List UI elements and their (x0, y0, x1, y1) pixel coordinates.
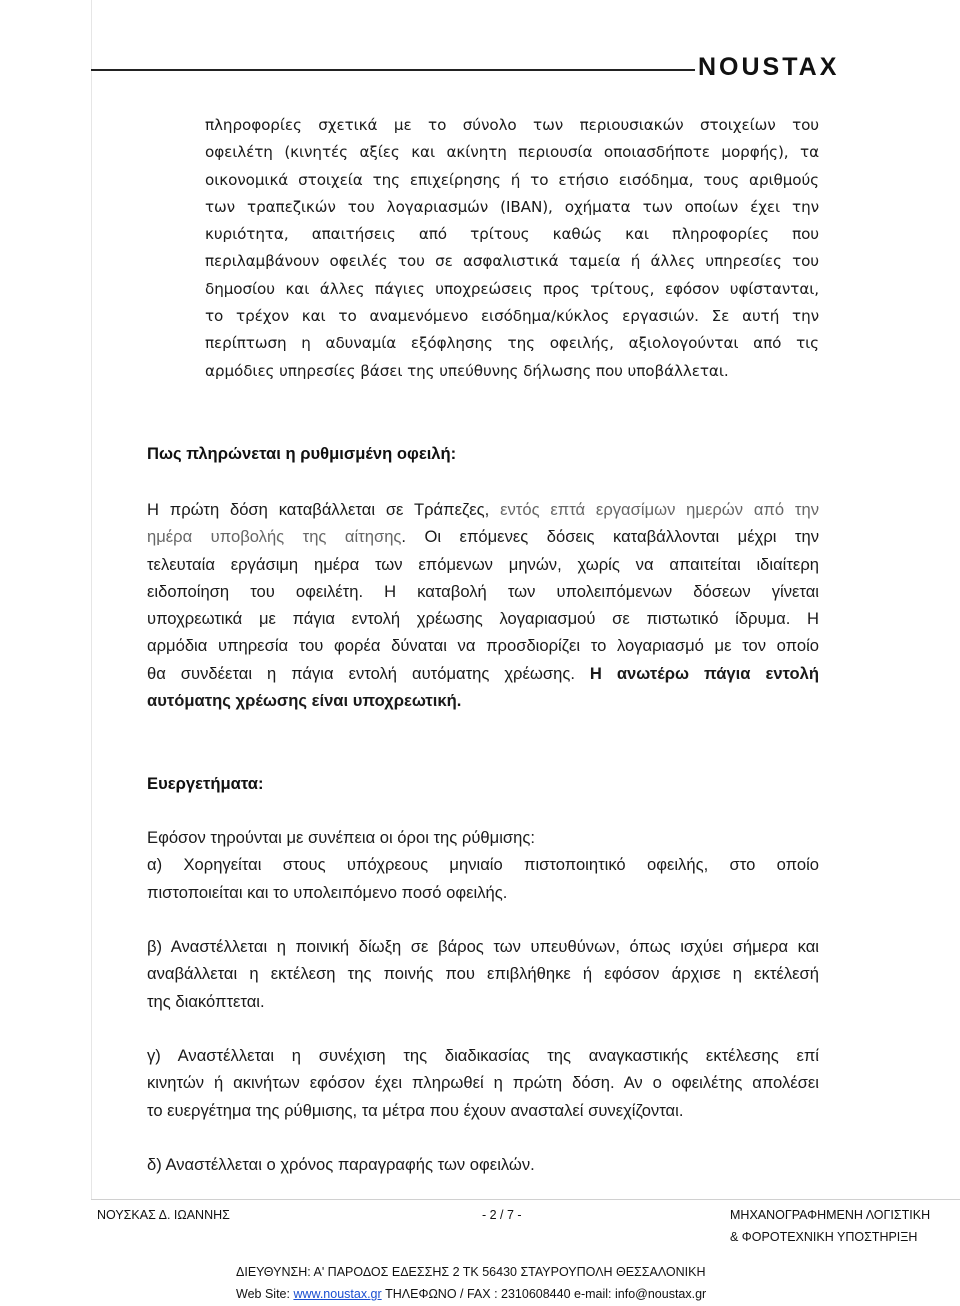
text-line: περίπτωση η αδυναμία εξόφλησης της οφειλής, αξιολογούνται από τις (205, 334, 819, 353)
text-line: Η πρώτη δόση καταβάλλεται σε Τράπεζες, εντός επτά εργασίμων ημερών από την (147, 500, 820, 519)
benefit-item-c (147, 1042, 819, 1124)
footer-name: ΝΟΥΣΚΑΣ Δ. ΙΩΑΝΝΗΣ (97, 1208, 230, 1222)
text-line: αναβάλλεται η εκτέλεση της ποινής που επιβλήθηκε ή εφόσον άρχισε η εκτέλεσή (147, 964, 819, 984)
payment-paragraph (147, 496, 819, 714)
payment-heading: Πως πληρώνεται η ρυθμισμένη οφειλή: (147, 444, 457, 463)
footer-service-line1: ΜΗΧΑΝΟΓΡΑΦΗΜΕΝΗ ΛΟΓΙΣΤΙΚΗ (730, 1208, 931, 1222)
footer-service-line2: & ΦΟΡΟΤΕΧΝΙΚΗ ΥΠΟΣΤΗΡΙΞΗ (730, 1230, 918, 1244)
text-line: τελευταία εργάσιμη ημέρα των επόμενων μηνών, χωρίς να απαιτείται ιδιαίτερη (147, 554, 819, 574)
text-line: δημοσίου και άλλες πάγιες υποχρεώσεις προς τρίτους, εφόσον υφίστανται, (205, 279, 819, 298)
text-line: οφειλέτη (κινητές αξίες και ακίνητη περιουσία οποιασδήποτε μορφής), τα (205, 143, 819, 162)
text-line: οικονομικά στοιχεία της επιχείρησης ή το ετήσιο εισόδημα, τους αριθμούς (205, 170, 819, 189)
text-line: ημέρα υποβολής της αίτησης. Οι επόμενες δόσεις καταβάλλονται μέχρι την (147, 527, 819, 547)
text-line: γ) Αναστέλλεται η συνέχιση της διαδικασίας της αναγκαστικής εκτέλεσης επί (147, 1046, 819, 1065)
text-line: αρμόδια υπηρεσία του φορέα δύναται να προσδιορίζει το λογαριασμό με τον οποίο (147, 636, 819, 656)
text-line: θα συνδέεται η πάγια εντολή αυτόματης χρέωσης. Η ανωτέρω πάγια εντολή (147, 663, 819, 683)
text-line: το τρέχον και το αναμενόμενο εισόδημα/κύκλος εργασιών. Σε αυτή την (205, 307, 819, 326)
top-paragraph (205, 112, 819, 385)
benefit-item-b (147, 933, 819, 1015)
benefit-item-d (147, 1151, 819, 1178)
text-line: αυτόματης χρέωσης είναι υποχρεωτική. (147, 691, 462, 711)
footer-page-number: - 2 / 7 - (482, 1208, 522, 1222)
text-line: κυριότητα, απαιτήσεις από τρίτους καθώς και πληροφορίες που (205, 225, 819, 244)
footer-contact: Web Site: www.noustax.gr ΤΗΛΕΦΩΝΟ / FAX : 2310608440 e-mail: info@noustax.gr (236, 1287, 707, 1301)
text-line: αρμόδιες υπηρεσίες βάσει της υπεύθυνης δήλωσης που υποβάλλεται. (205, 361, 729, 380)
text-line: της διακόπτεται. (147, 991, 265, 1011)
text-line: υποχρεωτικά με πάγια εντολή χρέωσης λογαριασμού σε πιστωτικό ίδρυμα. Η (147, 609, 819, 629)
text-line: δ) Αναστέλλεται ο χρόνος παραγραφής των οφειλών. (147, 1155, 535, 1174)
text-line: ειδοποίηση του οφειλέτη. Η καταβολή των υπολειπόμενων δόσεων γίνεται (147, 581, 819, 601)
text-line: των τραπεζικών του λογαριασμών (IBAN), οχήματα των οποίων έχει την (205, 197, 819, 216)
margin-guide-line (91, 0, 92, 1200)
text-line: περιλαμβάνουν οφειλές του σε ασφαλιστικά ταμεία ή άλλες υπηρεσίες του (205, 252, 819, 271)
website-link[interactable]: www.noustax.gr (293, 1287, 382, 1301)
text-line: το ευεργέτημα της ρύθμισης, τα μέτρα που έχουν ανασταλεί συνεχίζονται. (147, 1100, 684, 1120)
text-line: πιστοποιείται και το υπολειπόμενο ποσό οφειλής. (147, 882, 508, 902)
benefits-heading: Ευεργετήματα: (147, 774, 264, 793)
header-rule (91, 69, 695, 71)
footer-rule (91, 1199, 960, 1200)
benefits-intro (147, 824, 819, 906)
text-line: α) Χορηγείται στους υπόχρεους μηνιαίο πιστοποιητικό οφειλής, στο οποίο (147, 855, 819, 875)
text-line: κινητών ή ακινήτων εφόσον έχει πληρωθεί η πρώτη δόση. Αν ο οφειλέτης απολέσει (147, 1073, 819, 1093)
noustax-logo: NOUSTAX (698, 53, 840, 81)
text-line: β) Αναστέλλεται η ποινική δίωξη σε βάρος των υπευθύνων, όπως ισχύει σήμερα και (147, 937, 819, 956)
footer-address: ΔΙΕΥΘΥΝΣΗ: Α' ΠΑΡΟΔΟΣ ΕΔΕΣΣΗΣ 2 ΤΚ 56430 ΣΤΑΥΡΟΥΠΟΛΗ ΘΕΣΣΑΛΟΝΙΚΗ (236, 1265, 706, 1279)
text-line: Εφόσον τηρούνται με συνέπεια οι όροι της ρύθμισης: (147, 828, 535, 847)
text-line: πληροφορίες σχετικά με το σύνολο των περιουσιακών στοιχείων του (205, 116, 819, 134)
